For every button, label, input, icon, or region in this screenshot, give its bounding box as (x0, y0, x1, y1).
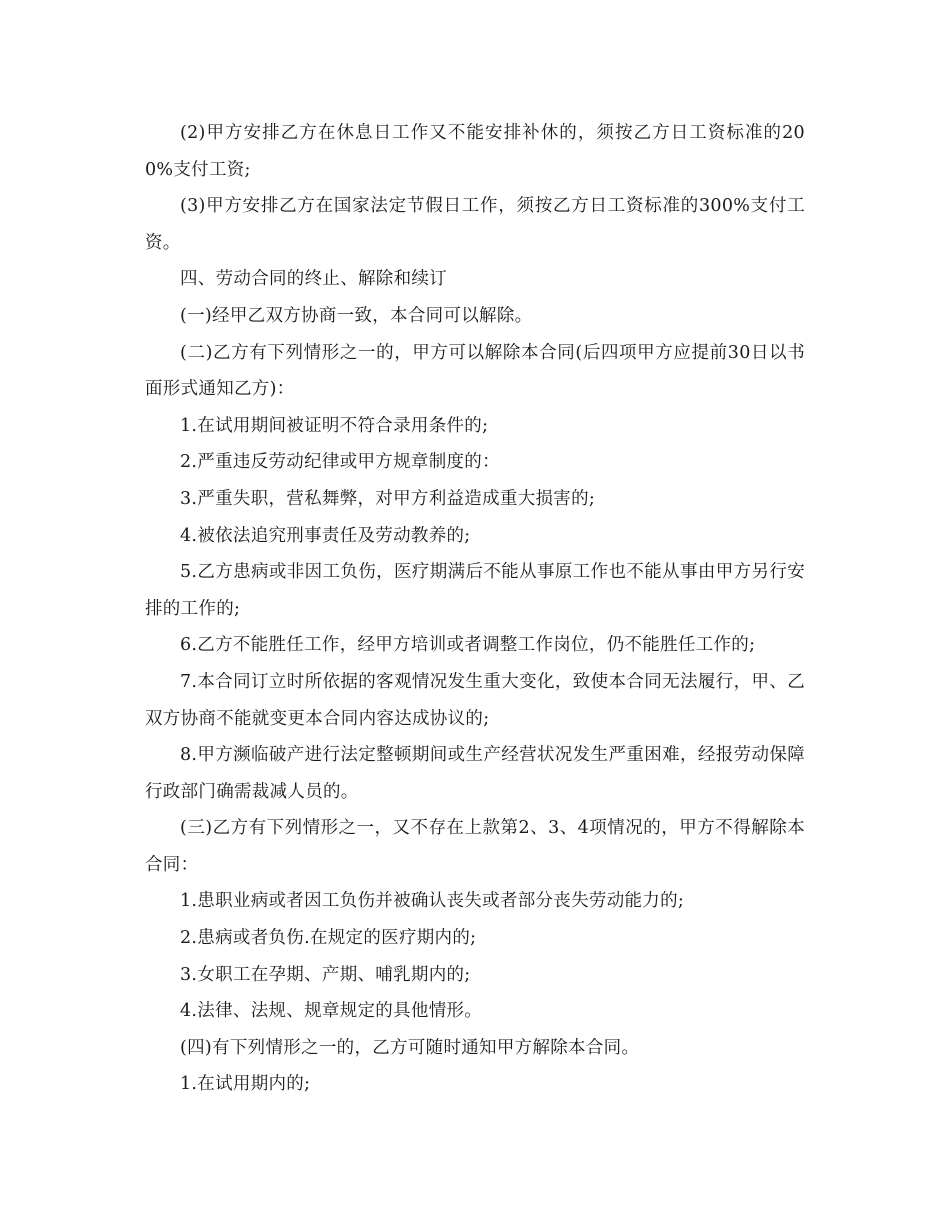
paragraph: (一)经甲乙双方协商一致，本合同可以解除。 (180, 305, 533, 326)
list-item: 1.在试用期内的; (180, 1074, 311, 1095)
paragraph: (3)甲方安排乙方在国家法定节假日工作，须按乙方日工资标准的300%支付工资。 (145, 196, 805, 253)
list-item: 1.患职业病或者因工负伤并被确认丧失或者部分丧失劳动能力的; (180, 891, 685, 912)
list-item: 5.乙方患病或非因工负伤，医疗期满后不能从事原工作也不能从事由甲方另行安排的工作的; (145, 562, 805, 619)
list-item: 1.在试用期间被证明不符合录用条件的; (180, 415, 489, 436)
list-item: 4.被依法追究刑事责任及劳动教养的; (180, 525, 471, 546)
paragraph: (三)乙方有下列情形之一，又不存在上款第2、3、4项情况的，甲方不得解除本合同： (145, 818, 805, 875)
list-item: 3.女职工在孕期、产期、哺乳期内的; (180, 964, 471, 985)
list-item: 4.法律、法规、规章规定的具他情形。 (180, 1001, 483, 1022)
paragraph: (二)乙方有下列情形之一的，甲方可以解除本合同(后四项甲方应提前30日以书面形式通知乙方)： (145, 342, 805, 400)
paragraph: (四)有下列情形之一的，乙方可随时通知甲方解除本合同。 (180, 1037, 640, 1058)
list-item: 7.本合同订立时所依据的客观情况发生重大变化，致使本合同无法履行，甲、乙双方协商不能就变更本合同内容达成协议的; (145, 671, 805, 729)
list-item: 6.乙方不能胜任工作，经甲方培训或者调整工作岗位，仍不能胜任工作的; (180, 635, 756, 656)
list-item: 8.甲方濒临破产进行法定整顿期间或生产经营状况发生严重困难，经报劳动保障行政部门确需裁减人员的。 (145, 745, 805, 802)
list-item: 2.严重违反劳动纪律或甲方规章制度的： (180, 452, 500, 473)
list-item: 3.严重失职，营私舞弊，对甲方利益造成重大损害的; (180, 488, 596, 509)
paragraph: (2)甲方安排乙方在休息日工作又不能安排补休的，须按乙方日工资标准的200%支付工资; (145, 123, 805, 180)
document-body (145, 115, 805, 1103)
section-heading: 四、劳动合同的终止、解除和续订 (180, 269, 447, 290)
list-item: 2.患病或者负伤.在规定的医疗期内的; (180, 928, 477, 949)
